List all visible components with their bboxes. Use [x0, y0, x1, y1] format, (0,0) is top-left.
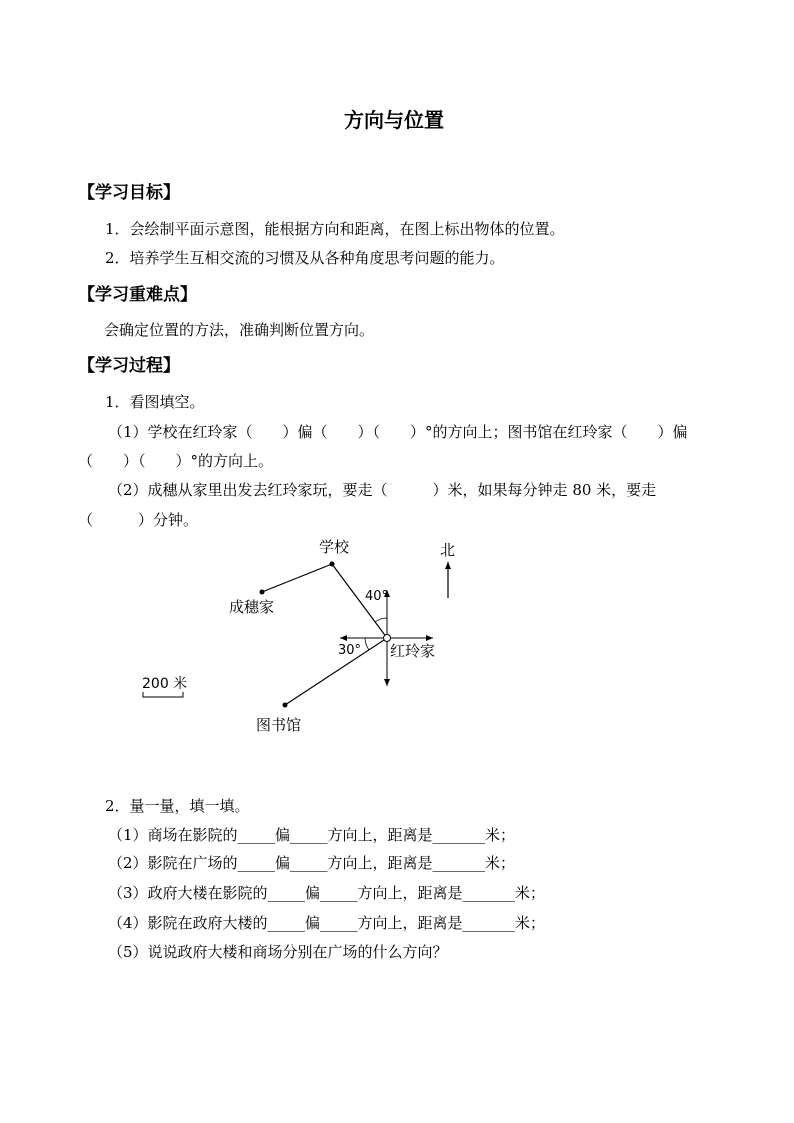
- goals-heading: 【学习目标】: [78, 183, 180, 203]
- chengsui-home-point: [260, 590, 265, 595]
- q2-item-3: （3）政府大楼在影院的_____偏_____方向上，距离是_______米；: [108, 884, 546, 902]
- q2-item-5: （5）说说政府大楼和商场分别在广场的什么方向？: [108, 943, 448, 961]
- process-heading: 【学习过程】: [78, 356, 180, 376]
- q1-part1-line2: （ ）（ ）°的方向上。: [78, 452, 274, 470]
- angle-40-label: 40°: [365, 589, 389, 604]
- angle-30-label: 30°: [338, 643, 362, 658]
- chengsui-home-label: 成穗家: [229, 598, 275, 616]
- scale-label: 200 米: [142, 676, 188, 692]
- q2-item-1: （1）商场在影院的_____偏_____方向上，距离是_______米；: [108, 826, 516, 844]
- angle-arc-40: [375, 618, 387, 622]
- scale-bar: [143, 692, 183, 697]
- page-title: 方向与位置: [344, 108, 444, 132]
- q1-part2-line1: （2）成穗从家里出发去红玲家玩，要走（ ）米，如果每分钟走 80 米，要走: [108, 481, 657, 499]
- school-point: [330, 562, 335, 567]
- key-heading: 【学习重难点】: [78, 285, 197, 305]
- angle-arc-30: [365, 638, 369, 650]
- q2-item-4: （4）影院在政府大楼的_____偏_____方向上，距离是_______米；: [108, 914, 546, 932]
- q1-part2-line2: （ ）分钟。: [78, 511, 199, 529]
- hongling-home-point: [384, 635, 391, 642]
- position-diagram: [0, 530, 794, 750]
- q1-heading: 1．看图填空。: [105, 393, 205, 411]
- north-label: 北: [440, 541, 456, 559]
- library-label: 图书馆: [256, 716, 302, 734]
- school-label: 学校: [319, 538, 350, 556]
- route-school-to-chengsui: [262, 564, 332, 592]
- route-to-library: [285, 638, 387, 705]
- goal-2: 2．培养学生互相交流的习惯及从各种角度思考问题的能力。: [105, 249, 505, 267]
- hongling-home-label: 红玲家: [390, 642, 436, 660]
- goal-1: 1．会绘制平面示意图，能根据方向和距离，在图上标出物体的位置。: [105, 220, 565, 238]
- q2-item-2: （2）影院在广场的_____偏_____方向上，距离是_______米；: [108, 854, 516, 872]
- library-point: [283, 703, 288, 708]
- key-text: 会确定位置的方法，准确判断位置方向。: [104, 321, 375, 339]
- q2-heading: 2．量一量，填一填。: [105, 797, 250, 815]
- q1-part1-line1: （1）学校在红玲家（ ）偏（ ）（ ）°的方向上；图书馆在红玲家（ ）偏: [108, 423, 688, 441]
